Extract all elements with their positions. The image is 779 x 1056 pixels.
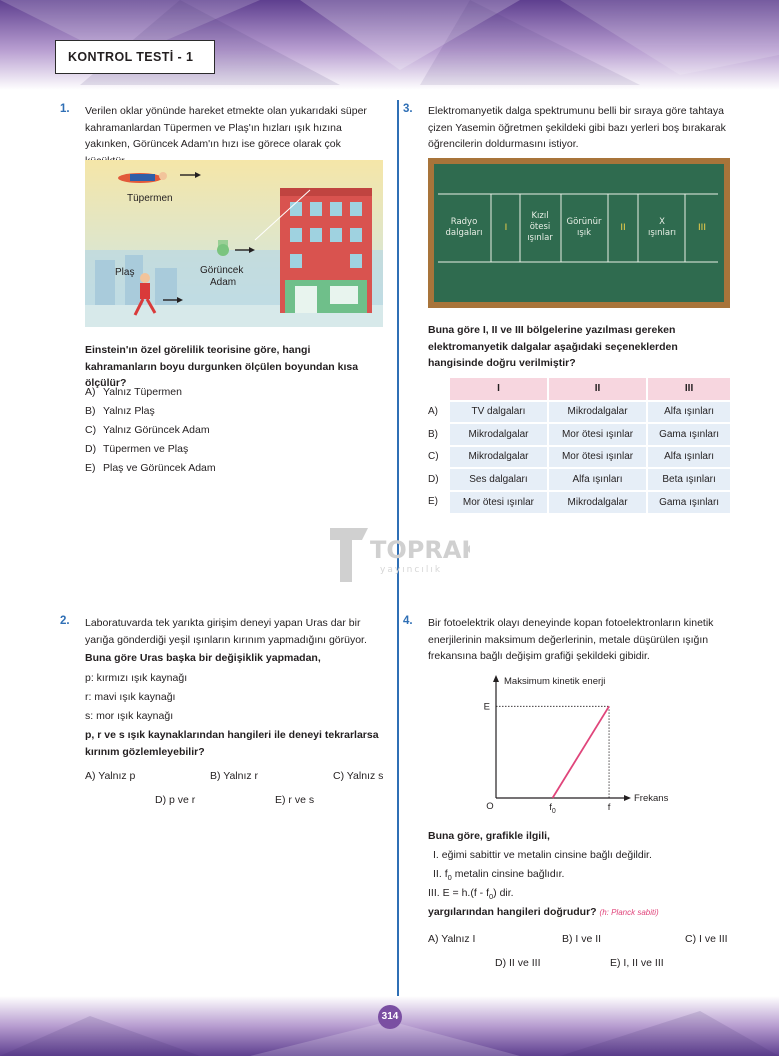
kinetic-energy-line bbox=[553, 706, 610, 798]
q4-question: yargılarından hangileri doğrudur? bbox=[428, 906, 597, 918]
goruncek-label-2: Adam bbox=[210, 277, 237, 288]
watermark-brand: TOPRAK bbox=[370, 536, 470, 564]
board-cell-3-l2: ötesi bbox=[529, 222, 551, 232]
option-letter: E) bbox=[85, 462, 96, 474]
row-letter: C) bbox=[428, 446, 450, 469]
q3-number: 3. bbox=[403, 103, 413, 115]
board-cell-blank-2: II bbox=[620, 223, 626, 233]
q4-statement-1 bbox=[433, 847, 652, 864]
q1-text: Verilen oklar yönünde hareket etmekte olan yukarıdaki süper kahramanlardan Tüpermen ve Plaş'ın hızları ışık hızına yakınken, Görüncek Adam'ın hızı ise görece olarak çok bbox=[85, 105, 367, 150]
q1-option-c[interactable] bbox=[85, 424, 210, 436]
statement-num: III. bbox=[428, 887, 440, 899]
q2-number: 2. bbox=[60, 615, 70, 627]
tick-label: f bbox=[607, 802, 611, 813]
table-cell: Mor ötesi ışınlar bbox=[548, 423, 647, 446]
table-cell: Alfa ışınları bbox=[647, 446, 730, 469]
table-header-row bbox=[428, 378, 730, 401]
board-cell-1-l2: dalgaları bbox=[445, 228, 483, 238]
test-title: KONTROL TESTİ - 1 bbox=[68, 50, 194, 64]
table-cell: Mikrodalgalar bbox=[450, 423, 548, 446]
table-cell: Alfa ışınları bbox=[548, 468, 647, 491]
watermark-sub: yayıncılık bbox=[380, 565, 443, 575]
x-axis-label: Frekans bbox=[634, 793, 669, 804]
table-row[interactable] bbox=[428, 468, 730, 491]
option-letter: D) bbox=[85, 443, 97, 455]
row-letter: E) bbox=[428, 491, 450, 514]
y-tick-e: E bbox=[483, 701, 490, 713]
option-text: Tüpermen ve Plaş bbox=[103, 443, 189, 455]
q2-option-e[interactable]: E) r ve s bbox=[275, 794, 315, 806]
page-number: 314 bbox=[378, 1005, 402, 1029]
tupermen-label: Tüpermen bbox=[127, 193, 173, 204]
tick-sub: 0 bbox=[551, 808, 556, 814]
goruncek-label-1: Görüncek bbox=[200, 265, 244, 276]
publisher-watermark bbox=[330, 520, 470, 590]
tick-label: f bbox=[549, 802, 552, 813]
q4-option-b[interactable]: B) I ve II bbox=[562, 933, 602, 945]
table-row[interactable] bbox=[428, 446, 730, 469]
origin-label: O bbox=[486, 801, 494, 812]
q1-option-a[interactable] bbox=[85, 386, 182, 398]
board-cell-6-l2: ışınları bbox=[648, 228, 676, 238]
option-text: Yalnız Plaş bbox=[103, 405, 155, 417]
table-cell: Mikrodalgalar bbox=[450, 446, 548, 469]
q1-illustration bbox=[85, 160, 383, 327]
statement-pre: E = h.(f - f bbox=[442, 887, 489, 899]
q4-statement-2 bbox=[433, 866, 564, 887]
board-cell-3-l3: ışınlar bbox=[527, 233, 553, 243]
board-cell-blank-3: III bbox=[698, 223, 706, 233]
q4-option-e[interactable]: E) I, II ve III bbox=[610, 957, 664, 969]
q4-option-d[interactable]: D) II ve III bbox=[495, 957, 541, 969]
option-text: Yalnız Tüpermen bbox=[103, 386, 182, 398]
table-cell: Alfa ışınları bbox=[647, 401, 730, 424]
q1-option-b[interactable] bbox=[85, 405, 155, 417]
option-letter: A) bbox=[85, 386, 96, 398]
table-cell: Mor ötesi ışınlar bbox=[548, 446, 647, 469]
board-cell-blank-1: I bbox=[504, 223, 508, 233]
table-row[interactable] bbox=[428, 491, 730, 514]
board-cell-3-l1: Kızıl bbox=[531, 211, 549, 221]
statement-num: I. bbox=[433, 849, 439, 861]
statement-text: metalin cinsine bağlıdır. bbox=[451, 868, 565, 880]
statement-pre: f bbox=[444, 868, 448, 880]
table-row[interactable] bbox=[428, 423, 730, 446]
planck-note: (h: Planck sabiti) bbox=[599, 908, 659, 917]
table-header: II bbox=[548, 378, 647, 401]
table-cell: TV dalgaları bbox=[450, 401, 548, 424]
option-letter: C) bbox=[85, 424, 97, 436]
table-header: III bbox=[647, 378, 730, 401]
q3-text: Elektromanyetik dalga spektrumunu belli bir sıraya göre tahtaya çizen Yasemin öğretmen şekildeki gibi bazı yerleri boş bırakarak öğrencilerin doldurmasını istiyor. bbox=[428, 105, 726, 150]
table-cell: Gama ışınları bbox=[647, 491, 730, 514]
q2-option-d[interactable]: D) p ve r bbox=[155, 794, 196, 806]
q4-option-c[interactable]: C) I ve III bbox=[685, 933, 728, 945]
q2-item-p: p: kırmızı ışık kaynağı bbox=[85, 672, 188, 684]
board-cell-1-l1: Radyo bbox=[450, 217, 478, 227]
q4-option-a[interactable]: A) Yalnız I bbox=[428, 933, 476, 945]
row-letter: D) bbox=[428, 468, 450, 491]
q4-number: 4. bbox=[403, 615, 413, 627]
q2-question: p, r ve s ışık kaynaklarından hangileri ile deneyi tekrarlarsa kırınım gözlemleyebilir? bbox=[85, 729, 379, 758]
option-text: Yalnız Görüncek Adam bbox=[103, 424, 210, 436]
q4-lead: Buna göre, grafikle ilgili, bbox=[428, 830, 550, 842]
x-tick-f0 bbox=[549, 802, 556, 814]
board-cell-4-l1: Görünür bbox=[566, 217, 602, 227]
q2-item-r: r: mavi ışık kaynağı bbox=[85, 691, 176, 703]
q1-number: 1. bbox=[60, 103, 70, 115]
row-letter: A) bbox=[428, 401, 450, 424]
q4-question-line bbox=[428, 904, 659, 922]
q4-statement-3 bbox=[428, 885, 514, 906]
table-cell: Beta ışınları bbox=[647, 468, 730, 491]
table-header: I bbox=[450, 378, 548, 401]
q3-chalkboard bbox=[428, 158, 730, 308]
row-letter: B) bbox=[428, 423, 450, 446]
table-corner bbox=[428, 378, 450, 401]
x-tick-f bbox=[608, 802, 611, 813]
q2-option-c[interactable]: C) Yalnız s bbox=[333, 770, 384, 782]
statement-text: ) dir. bbox=[493, 887, 514, 899]
q2-option-a[interactable]: A) Yalnız p bbox=[85, 770, 136, 782]
y-axis-label: Maksimum kinetik enerji bbox=[504, 676, 606, 687]
test-title-box bbox=[55, 40, 215, 74]
x-axis-arrow bbox=[624, 795, 631, 801]
q4-text: Bir fotoelektrik olayı deneyinde kopan fotoelektronların kinetik enerjilerinin maksimum değerlerinin, metale düşürülen ışığın frekansına bağlı değişim grafiği şekildeki gibidir. bbox=[428, 617, 714, 662]
y-axis-arrow bbox=[493, 675, 499, 682]
q4-graph bbox=[480, 672, 690, 814]
board-cell-4-l2: ışık bbox=[576, 228, 592, 238]
statement-text: eğimi sabittir ve metalin cinsine bağlı değildir. bbox=[441, 849, 652, 861]
q2-lead: Buna göre Uras başka bir değişiklik yapmadan, bbox=[85, 652, 321, 664]
q1-question: Einstein'ın özel görelilik teorisine göre, hangi kahramanların boyu durgunken ölçülen boyundan kısa ölçülür? bbox=[85, 344, 359, 389]
q2-item-s: s: mor ışık kaynağı bbox=[85, 710, 174, 722]
plas-label: Plaş bbox=[115, 267, 135, 278]
statement-num: II. bbox=[433, 868, 442, 880]
q2-option-b[interactable]: B) Yalnız r bbox=[210, 770, 259, 782]
q2-text: Laboratuvarda tek yarıkta girişim deneyi yapan Uras dar bir yarığa gönderdiği yeşil ışınların kırınım yapmadığını görüyor. bbox=[85, 617, 367, 646]
statement-sub: 0 bbox=[488, 892, 494, 902]
board-cell-6-l1: X bbox=[659, 217, 665, 227]
table-cell: Mikrodalgalar bbox=[548, 401, 647, 424]
q1-option-d[interactable] bbox=[85, 443, 188, 455]
table-cell: Ses dalgaları bbox=[450, 468, 548, 491]
table-row[interactable] bbox=[428, 401, 730, 424]
q3-question: Buna göre I, II ve III bölgelerine yazılması gereken elektromanyetik dalgalar aşağıdaki seçeneklerden hangisinde doğru verilmiştir? bbox=[428, 324, 678, 369]
table-cell: Mikrodalgalar bbox=[548, 491, 647, 514]
option-text: Plaş ve Görüncek Adam bbox=[103, 462, 216, 474]
table-cell: Gama ışınları bbox=[647, 423, 730, 446]
q1-option-e[interactable] bbox=[85, 462, 216, 474]
statement-sub: 0 bbox=[447, 873, 452, 883]
q3-answer-table bbox=[428, 378, 730, 513]
table-cell: Mor ötesi ışınlar bbox=[450, 491, 548, 514]
option-letter: B) bbox=[85, 405, 96, 417]
